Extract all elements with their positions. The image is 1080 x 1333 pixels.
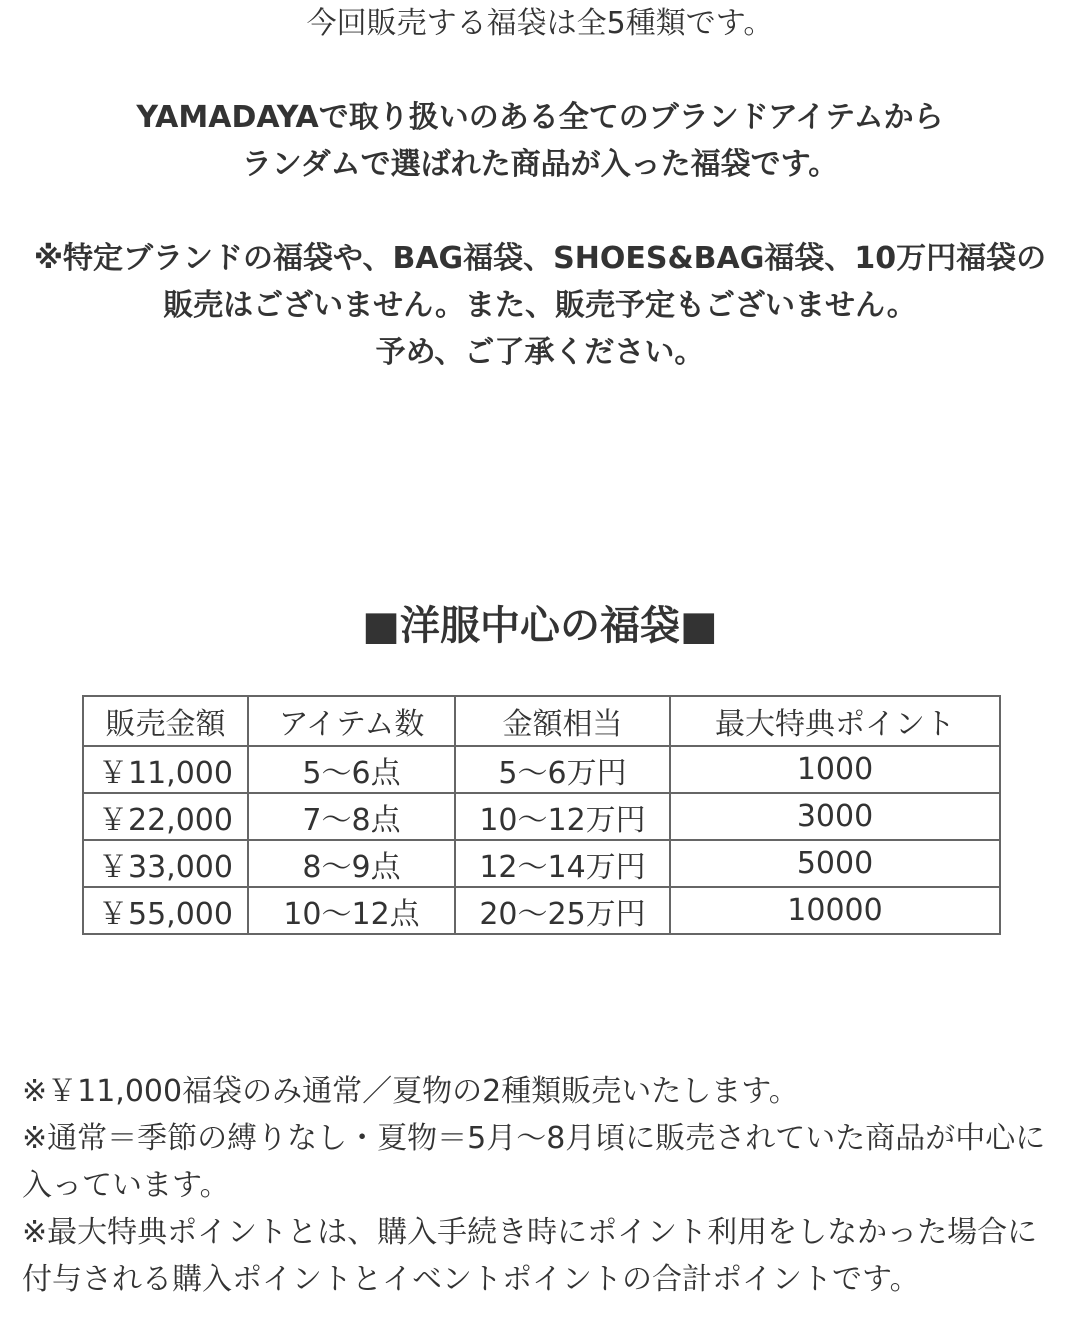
cell-price: ￥11,000	[83, 746, 248, 793]
cell-equivalent-value: 5〜6万円	[455, 746, 670, 793]
cell-item-count: 7〜8点	[248, 793, 455, 840]
intro-line-count: 今回販売する福袋は全5種類です。	[306, 6, 774, 41]
table-row	[83, 840, 1000, 887]
cell-price: ￥55,000	[83, 887, 248, 934]
table-row	[83, 887, 1000, 934]
table-row	[83, 793, 1000, 840]
header-price: 販売金額	[83, 696, 248, 746]
cell-price: ￥22,000	[83, 793, 248, 840]
intro-text-block	[0, 0, 1080, 376]
header-equivalent-value: 金額相当	[455, 696, 670, 746]
note-max-points-definition: ※最大特典ポイントとは、購入手続き時にポイント利用をしなかった場合に付与される購入ポイントとイベントポイントの合計ポイントです。	[22, 1215, 1038, 1297]
cell-max-points: 3000	[670, 793, 1000, 840]
table-row	[83, 746, 1000, 793]
header-max-points: 最大特典ポイント	[670, 696, 1000, 746]
header-item-count: アイテム数	[248, 696, 455, 746]
intro-notice-3: 予め、ご了承ください。	[375, 335, 705, 370]
cell-item-count: 10〜12点	[248, 887, 455, 934]
spacer	[0, 47, 1080, 94]
section-title: ■洋服中心の福袋■	[362, 603, 718, 649]
note-season-definition: ※通常＝季節の縛りなし・夏物＝5月〜8月頃に販売されていた商品が中心に入っています。	[22, 1121, 1046, 1203]
table-header-row	[83, 696, 1000, 746]
price-table	[82, 695, 1001, 935]
cell-equivalent-value: 10〜12万円	[455, 793, 670, 840]
cell-equivalent-value: 12〜14万円	[455, 840, 670, 887]
intro-line-description-2: ランダムで選ばれた商品が入った福袋です。	[241, 147, 839, 182]
cell-max-points: 5000	[670, 840, 1000, 887]
notes-block	[22, 1068, 1062, 1303]
cell-item-count: 8〜9点	[248, 840, 455, 887]
cell-equivalent-value: 20〜25万円	[455, 887, 670, 934]
cell-item-count: 5〜6点	[248, 746, 455, 793]
note-summer-variant: ※￥11,000福袋のみ通常／夏物の2種類販売いたします。	[22, 1074, 799, 1109]
intro-line-description-1: YAMADAYAで取り扱いのある全てのブランドアイテムから	[136, 100, 944, 135]
cell-max-points: 10000	[670, 887, 1000, 934]
intro-notice-1: ※特定ブランドの福袋や、BAG福袋、SHOES&BAG福袋、10万円福袋の	[33, 241, 1047, 276]
cell-price: ￥33,000	[83, 840, 248, 887]
spacer	[0, 188, 1080, 235]
cell-max-points: 1000	[670, 746, 1000, 793]
intro-notice-2: 販売はございません。また、販売予定もございません。	[163, 288, 917, 323]
